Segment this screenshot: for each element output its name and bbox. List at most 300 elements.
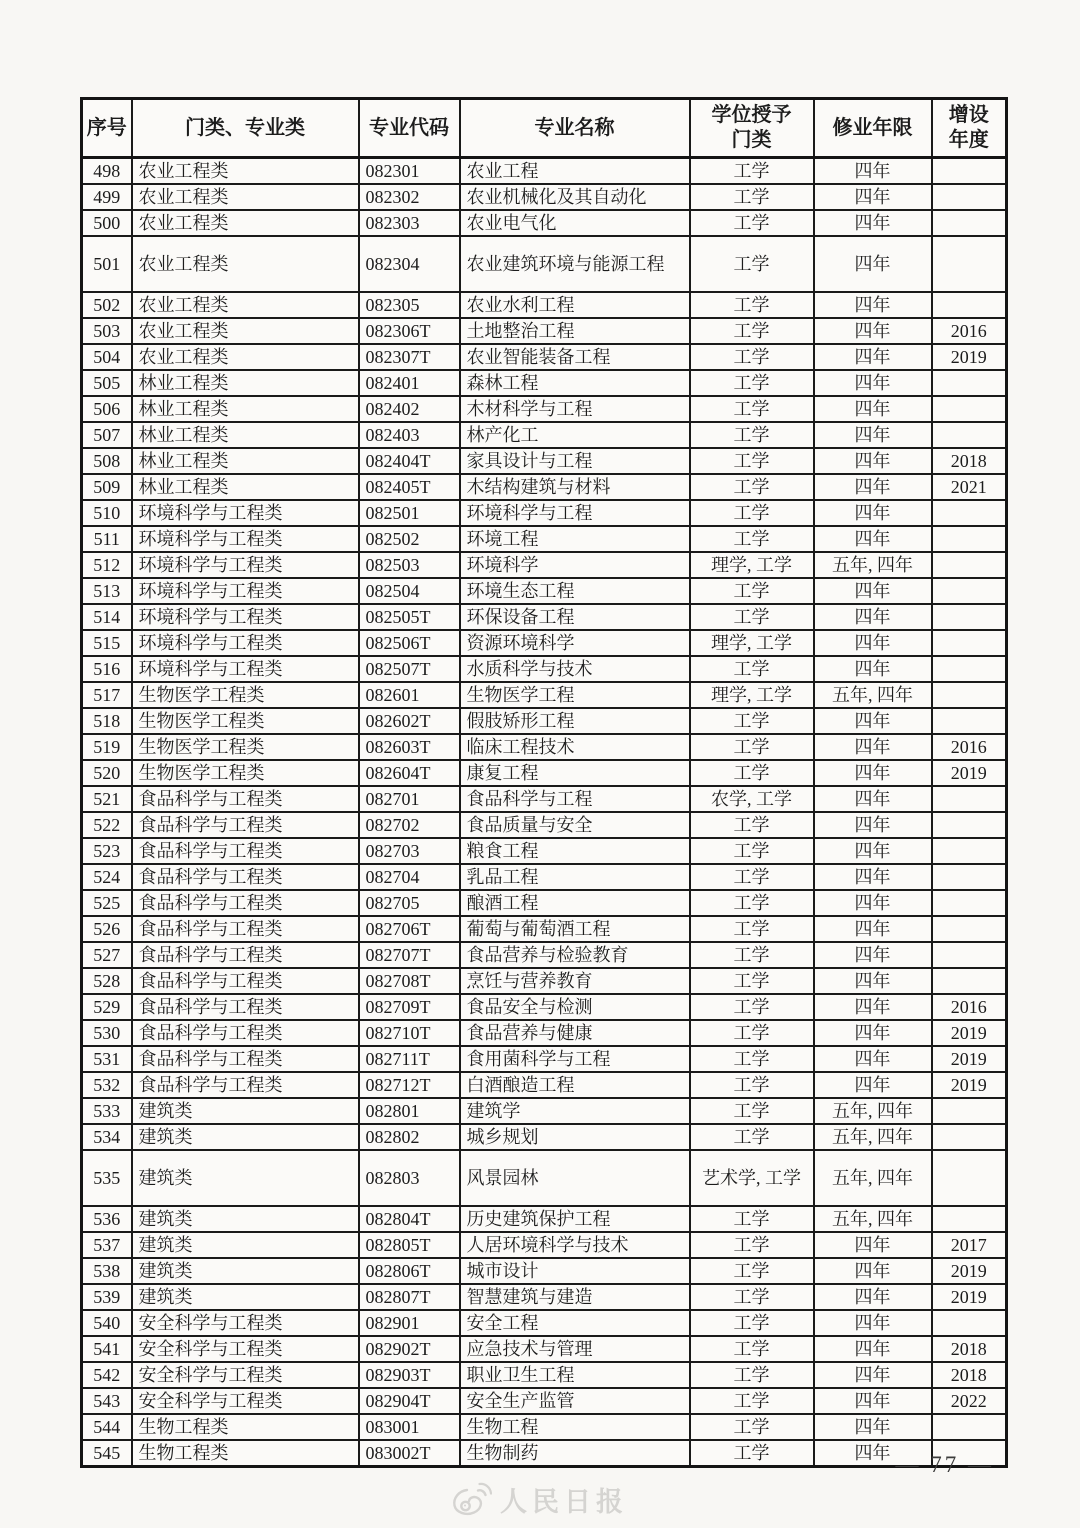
cell-index: 516 — [82, 656, 132, 682]
cell-category: 林业工程类 — [132, 448, 359, 474]
cell-duration: 四年 — [814, 604, 932, 630]
cell-index: 539 — [82, 1284, 132, 1310]
cell-category: 食品科学与工程类 — [132, 812, 359, 838]
cell-code: 082701 — [359, 786, 460, 812]
watermark — [450, 1480, 628, 1519]
cell-duration: 四年 — [814, 708, 932, 734]
cell-year-added: 2018 — [932, 448, 1007, 474]
cell-code: 082712T — [359, 1072, 460, 1098]
cell-index: 506 — [82, 396, 132, 422]
cell-category: 农业工程类 — [132, 318, 359, 344]
cell-code: 082806T — [359, 1258, 460, 1284]
cell-category: 生物医学工程类 — [132, 734, 359, 760]
cell-name: 食品营养与健康 — [460, 1020, 690, 1046]
cell-code: 082405T — [359, 474, 460, 500]
table-row — [82, 184, 1007, 210]
cell-index: 501 — [82, 236, 132, 292]
cell-year-added — [932, 370, 1007, 396]
cell-code: 082505T — [359, 604, 460, 630]
cell-name: 环境科学与工程 — [460, 500, 690, 526]
cell-year-added — [932, 968, 1007, 994]
header-duration: 修业年限 — [814, 99, 932, 158]
cell-degree: 工学 — [690, 448, 814, 474]
table-row — [82, 1206, 1007, 1232]
cell-duration: 四年 — [814, 1310, 932, 1336]
table-row — [82, 1232, 1007, 1258]
table-body — [82, 158, 1007, 1467]
cell-degree: 理学, 工学 — [690, 630, 814, 656]
cell-code: 083001 — [359, 1414, 460, 1440]
cell-code: 082503 — [359, 552, 460, 578]
cell-name: 土地整治工程 — [460, 318, 690, 344]
cell-year-added: 2018 — [932, 1336, 1007, 1362]
cell-code: 082401 — [359, 370, 460, 396]
table-row — [82, 1336, 1007, 1362]
table-row — [82, 158, 1007, 185]
cell-duration: 四年 — [814, 916, 932, 942]
cell-name: 白酒酿造工程 — [460, 1072, 690, 1098]
table-row — [82, 890, 1007, 916]
cell-year-added: 2016 — [932, 318, 1007, 344]
table-row — [82, 1362, 1007, 1388]
cell-degree: 工学 — [690, 1020, 814, 1046]
cell-name: 资源环境科学 — [460, 630, 690, 656]
cell-duration: 四年 — [814, 1258, 932, 1284]
cell-category: 环境科学与工程类 — [132, 578, 359, 604]
cell-degree: 工学 — [690, 916, 814, 942]
cell-code: 082710T — [359, 1020, 460, 1046]
cell-category: 食品科学与工程类 — [132, 942, 359, 968]
cell-degree: 工学 — [690, 370, 814, 396]
header-degree: 学位授予门类 — [690, 99, 814, 158]
table-row — [82, 210, 1007, 236]
table-row — [82, 1440, 1007, 1467]
cell-index: 538 — [82, 1258, 132, 1284]
cell-code: 082708T — [359, 968, 460, 994]
cell-duration: 四年 — [814, 1362, 932, 1388]
cell-degree: 工学 — [690, 578, 814, 604]
cell-index: 534 — [82, 1124, 132, 1150]
cell-name: 葡萄与葡萄酒工程 — [460, 916, 690, 942]
cell-name: 智慧建筑与建造 — [460, 1284, 690, 1310]
cell-index: 508 — [82, 448, 132, 474]
cell-duration: 四年 — [814, 370, 932, 396]
weibo-icon — [450, 1481, 492, 1519]
table-row — [82, 1072, 1007, 1098]
cell-degree: 工学 — [690, 812, 814, 838]
cell-index: 543 — [82, 1388, 132, 1414]
cell-duration: 四年 — [814, 1046, 932, 1072]
cell-degree: 工学 — [690, 318, 814, 344]
cell-category: 环境科学与工程类 — [132, 526, 359, 552]
cell-duration: 四年 — [814, 210, 932, 236]
header-code: 专业代码 — [359, 99, 460, 158]
cell-name: 应急技术与管理 — [460, 1336, 690, 1362]
cell-year-added: 2021 — [932, 474, 1007, 500]
cell-category: 林业工程类 — [132, 474, 359, 500]
cell-code: 082507T — [359, 656, 460, 682]
cell-duration: 四年 — [814, 500, 932, 526]
table-row — [82, 1020, 1007, 1046]
table-row — [82, 864, 1007, 890]
cell-year-added: 2017 — [932, 1232, 1007, 1258]
cell-code: 082807T — [359, 1284, 460, 1310]
cell-degree: 工学 — [690, 396, 814, 422]
header-index: 序号 — [82, 99, 132, 158]
cell-index: 520 — [82, 760, 132, 786]
table-row — [82, 526, 1007, 552]
cell-year-added — [932, 1310, 1007, 1336]
cell-code: 082601 — [359, 682, 460, 708]
cell-index: 537 — [82, 1232, 132, 1258]
cell-duration: 四年 — [814, 864, 932, 890]
table-row — [82, 318, 1007, 344]
cell-year-added — [932, 500, 1007, 526]
cell-year-added — [932, 708, 1007, 734]
cell-index: 513 — [82, 578, 132, 604]
cell-name: 人居环境科学与技术 — [460, 1232, 690, 1258]
cell-degree: 理学, 工学 — [690, 552, 814, 578]
cell-index: 524 — [82, 864, 132, 890]
cell-code: 082305 — [359, 292, 460, 318]
cell-category: 食品科学与工程类 — [132, 838, 359, 864]
cell-category: 农业工程类 — [132, 158, 359, 185]
table-row — [82, 968, 1007, 994]
cell-category: 农业工程类 — [132, 184, 359, 210]
cell-category: 生物工程类 — [132, 1440, 359, 1467]
table-row — [82, 1046, 1007, 1072]
header-year-added: 增设年度 — [932, 99, 1007, 158]
cell-duration: 四年 — [814, 812, 932, 838]
cell-duration: 四年 — [814, 1284, 932, 1310]
cell-name: 建筑学 — [460, 1098, 690, 1124]
cell-year-added — [932, 158, 1007, 185]
cell-degree: 工学 — [690, 1388, 814, 1414]
table-row — [82, 1388, 1007, 1414]
table-row — [82, 838, 1007, 864]
cell-duration: 四年 — [814, 1336, 932, 1362]
cell-index: 511 — [82, 526, 132, 552]
cell-category: 林业工程类 — [132, 370, 359, 396]
cell-name: 木材科学与工程 — [460, 396, 690, 422]
cell-degree: 工学 — [690, 708, 814, 734]
cell-code: 082404T — [359, 448, 460, 474]
cell-code: 082705 — [359, 890, 460, 916]
cell-degree: 工学 — [690, 474, 814, 500]
cell-year-added — [932, 916, 1007, 942]
cell-name: 农业建筑环境与能源工程 — [460, 236, 690, 292]
table-header-row — [82, 99, 1007, 158]
table-row — [82, 604, 1007, 630]
cell-degree: 工学 — [690, 864, 814, 890]
cell-category: 环境科学与工程类 — [132, 656, 359, 682]
cell-index: 544 — [82, 1414, 132, 1440]
cell-index: 502 — [82, 292, 132, 318]
cell-name: 城乡规划 — [460, 1124, 690, 1150]
cell-category: 建筑类 — [132, 1206, 359, 1232]
cell-category: 农业工程类 — [132, 236, 359, 292]
cell-index: 530 — [82, 1020, 132, 1046]
cell-year-added: 2022 — [932, 1388, 1007, 1414]
cell-name: 木结构建筑与材料 — [460, 474, 690, 500]
cell-code: 082301 — [359, 158, 460, 185]
cell-name: 城市设计 — [460, 1258, 690, 1284]
cell-degree: 工学 — [690, 158, 814, 185]
cell-index: 498 — [82, 158, 132, 185]
cell-code: 082709T — [359, 994, 460, 1020]
cell-index: 512 — [82, 552, 132, 578]
table-row — [82, 734, 1007, 760]
cell-code: 082502 — [359, 526, 460, 552]
cell-duration: 四年 — [814, 158, 932, 185]
cell-duration: 四年 — [814, 838, 932, 864]
cell-index: 527 — [82, 942, 132, 968]
cell-duration: 四年 — [814, 656, 932, 682]
cell-category: 建筑类 — [132, 1284, 359, 1310]
cell-index: 526 — [82, 916, 132, 942]
cell-duration: 五年, 四年 — [814, 1098, 932, 1124]
table-row — [82, 1310, 1007, 1336]
cell-index: 536 — [82, 1206, 132, 1232]
cell-year-added — [932, 578, 1007, 604]
cell-degree: 工学 — [690, 1310, 814, 1336]
cell-name: 烹饪与营养教育 — [460, 968, 690, 994]
cell-duration: 四年 — [814, 1020, 932, 1046]
cell-degree: 工学 — [690, 890, 814, 916]
cell-degree: 工学 — [690, 1206, 814, 1232]
cell-degree: 工学 — [690, 1440, 814, 1467]
cell-name: 生物医学工程 — [460, 682, 690, 708]
cell-name: 农业智能装备工程 — [460, 344, 690, 370]
table-row — [82, 552, 1007, 578]
header-name: 专业名称 — [460, 99, 690, 158]
cell-year-added — [932, 526, 1007, 552]
cell-category: 安全科学与工程类 — [132, 1362, 359, 1388]
cell-index: 509 — [82, 474, 132, 500]
table-row — [82, 656, 1007, 682]
cell-index: 505 — [82, 370, 132, 396]
cell-category: 林业工程类 — [132, 422, 359, 448]
cell-category: 农业工程类 — [132, 292, 359, 318]
table-row — [82, 942, 1007, 968]
cell-name: 安全生产监管 — [460, 1388, 690, 1414]
cell-degree: 工学 — [690, 292, 814, 318]
cell-code: 082801 — [359, 1098, 460, 1124]
cell-degree: 工学 — [690, 526, 814, 552]
cell-code: 082403 — [359, 422, 460, 448]
cell-duration: 四年 — [814, 1072, 932, 1098]
cell-code: 082604T — [359, 760, 460, 786]
cell-code: 082602T — [359, 708, 460, 734]
cell-index: 523 — [82, 838, 132, 864]
cell-name: 粮食工程 — [460, 838, 690, 864]
cell-year-added — [932, 1206, 1007, 1232]
cell-year-added — [932, 184, 1007, 210]
cell-index: 532 — [82, 1072, 132, 1098]
table-row — [82, 1150, 1007, 1206]
cell-duration: 四年 — [814, 344, 932, 370]
cell-category: 食品科学与工程类 — [132, 786, 359, 812]
cell-index: 531 — [82, 1046, 132, 1072]
table-row — [82, 630, 1007, 656]
cell-degree: 工学 — [690, 1414, 814, 1440]
table-row — [82, 448, 1007, 474]
cell-year-added — [932, 422, 1007, 448]
cell-code: 082603T — [359, 734, 460, 760]
cell-duration: 四年 — [814, 526, 932, 552]
cell-year-added: 2019 — [932, 344, 1007, 370]
cell-year-added — [932, 1124, 1007, 1150]
cell-category: 生物工程类 — [132, 1414, 359, 1440]
cell-year-added — [932, 812, 1007, 838]
cell-duration: 四年 — [814, 1440, 932, 1467]
cell-duration: 四年 — [814, 448, 932, 474]
cell-name: 环境工程 — [460, 526, 690, 552]
table-row — [82, 292, 1007, 318]
cell-degree: 工学 — [690, 1046, 814, 1072]
cell-duration: 四年 — [814, 968, 932, 994]
cell-year-added — [932, 890, 1007, 916]
cell-degree: 工学 — [690, 1124, 814, 1150]
cell-degree: 工学 — [690, 236, 814, 292]
cell-category: 食品科学与工程类 — [132, 1020, 359, 1046]
cell-code: 082702 — [359, 812, 460, 838]
cell-name: 农业水利工程 — [460, 292, 690, 318]
table-row — [82, 760, 1007, 786]
cell-category: 食品科学与工程类 — [132, 864, 359, 890]
cell-name: 生物工程 — [460, 1414, 690, 1440]
cell-degree: 工学 — [690, 760, 814, 786]
table-row — [82, 994, 1007, 1020]
cell-category: 食品科学与工程类 — [132, 1072, 359, 1098]
cell-degree: 工学 — [690, 184, 814, 210]
cell-category: 建筑类 — [132, 1258, 359, 1284]
cell-name: 生物制药 — [460, 1440, 690, 1467]
cell-category: 建筑类 — [132, 1232, 359, 1258]
cell-category: 安全科学与工程类 — [132, 1388, 359, 1414]
cell-code: 082803 — [359, 1150, 460, 1206]
cell-index: 521 — [82, 786, 132, 812]
cell-name: 乳品工程 — [460, 864, 690, 890]
cell-category: 建筑类 — [132, 1124, 359, 1150]
cell-name: 林产化工 — [460, 422, 690, 448]
cell-index: 529 — [82, 994, 132, 1020]
table-row — [82, 236, 1007, 292]
cell-duration: 四年 — [814, 760, 932, 786]
cell-year-added — [932, 630, 1007, 656]
cell-code: 082805T — [359, 1232, 460, 1258]
cell-index: 510 — [82, 500, 132, 526]
cell-index: 515 — [82, 630, 132, 656]
cell-category: 食品科学与工程类 — [132, 890, 359, 916]
cell-duration: 四年 — [814, 236, 932, 292]
cell-degree: 工学 — [690, 942, 814, 968]
cell-duration: 五年, 四年 — [814, 1124, 932, 1150]
cell-code: 082802 — [359, 1124, 460, 1150]
cell-name: 临床工程技术 — [460, 734, 690, 760]
cell-year-added: 2019 — [932, 1046, 1007, 1072]
table-row — [82, 1414, 1007, 1440]
cell-duration: 四年 — [814, 1232, 932, 1258]
cell-name: 风景园林 — [460, 1150, 690, 1206]
cell-year-added: 2016 — [932, 734, 1007, 760]
cell-name: 职业卫生工程 — [460, 1362, 690, 1388]
cell-code: 082302 — [359, 184, 460, 210]
cell-year-added — [932, 656, 1007, 682]
cell-degree: 工学 — [690, 1284, 814, 1310]
cell-degree: 工学 — [690, 1258, 814, 1284]
cell-degree: 艺术学, 工学 — [690, 1150, 814, 1206]
cell-degree: 工学 — [690, 734, 814, 760]
cell-code: 082501 — [359, 500, 460, 526]
cell-duration: 四年 — [814, 994, 932, 1020]
cell-name: 农业电气化 — [460, 210, 690, 236]
cell-code: 082901 — [359, 1310, 460, 1336]
cell-degree: 工学 — [690, 1362, 814, 1388]
cell-name: 食品科学与工程 — [460, 786, 690, 812]
header-category: 门类、专业类 — [132, 99, 359, 158]
table-row — [82, 474, 1007, 500]
cell-degree: 工学 — [690, 500, 814, 526]
cell-index: 499 — [82, 184, 132, 210]
cell-degree: 工学 — [690, 994, 814, 1020]
cell-name: 食品安全与检测 — [460, 994, 690, 1020]
cell-category: 安全科学与工程类 — [132, 1336, 359, 1362]
cell-name: 食用菌科学与工程 — [460, 1046, 690, 1072]
cell-category: 食品科学与工程类 — [132, 994, 359, 1020]
cell-year-added: 2019 — [932, 1258, 1007, 1284]
cell-index: 528 — [82, 968, 132, 994]
cell-degree: 工学 — [690, 1336, 814, 1362]
cell-category: 生物医学工程类 — [132, 708, 359, 734]
cell-category: 环境科学与工程类 — [132, 604, 359, 630]
cell-name: 家具设计与工程 — [460, 448, 690, 474]
cell-year-added — [932, 838, 1007, 864]
table-row — [82, 396, 1007, 422]
table-row — [82, 812, 1007, 838]
cell-name: 安全工程 — [460, 1310, 690, 1336]
cell-category: 生物医学工程类 — [132, 760, 359, 786]
table-row — [82, 916, 1007, 942]
cell-index: 535 — [82, 1150, 132, 1206]
cell-code: 082704 — [359, 864, 460, 890]
cell-year-added — [932, 396, 1007, 422]
cell-code: 082903T — [359, 1362, 460, 1388]
cell-code: 082706T — [359, 916, 460, 942]
table-row — [82, 1098, 1007, 1124]
table-row — [82, 1258, 1007, 1284]
cell-degree: 农学, 工学 — [690, 786, 814, 812]
cell-code: 082304 — [359, 236, 460, 292]
cell-degree: 工学 — [690, 1098, 814, 1124]
cell-name: 历史建筑保护工程 — [460, 1206, 690, 1232]
cell-year-added — [932, 292, 1007, 318]
cell-degree: 工学 — [690, 838, 814, 864]
cell-name: 假肢矫形工程 — [460, 708, 690, 734]
page-number: — 77 — — [895, 1452, 994, 1477]
cell-index: 519 — [82, 734, 132, 760]
cell-code: 082506T — [359, 630, 460, 656]
cell-category: 建筑类 — [132, 1098, 359, 1124]
cell-name: 食品质量与安全 — [460, 812, 690, 838]
cell-degree: 工学 — [690, 968, 814, 994]
cell-index: 507 — [82, 422, 132, 448]
cell-name: 酿酒工程 — [460, 890, 690, 916]
cell-index: 518 — [82, 708, 132, 734]
cell-category: 环境科学与工程类 — [132, 552, 359, 578]
cell-duration: 四年 — [814, 1388, 932, 1414]
table-row — [82, 1284, 1007, 1310]
